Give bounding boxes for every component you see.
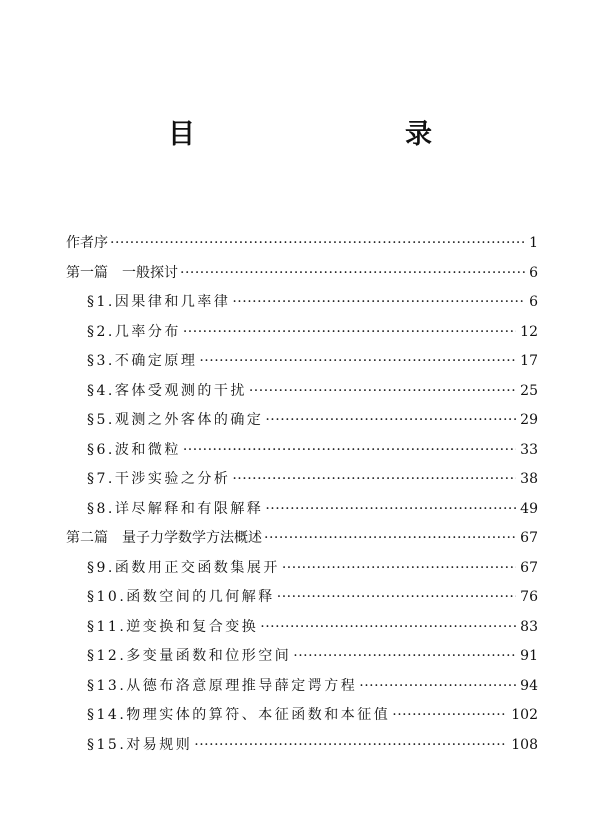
toc-entry-page: 17 <box>520 353 538 369</box>
toc-entry-label: 第二篇 量子力学数学方法概述 <box>66 530 262 546</box>
dot-leader <box>232 292 525 312</box>
toc-entry-label: §5.观测之外客体的确定 <box>87 412 264 428</box>
toc-entry-page: 6 <box>529 264 538 281</box>
dot-leader <box>265 499 516 519</box>
toc-entry-page: 49 <box>520 500 538 517</box>
toc-entry-label: §14.物理实体的算符、本征函数和本征值 <box>87 707 391 723</box>
toc-entry-part-2[interactable] <box>66 528 538 558</box>
dot-leader <box>264 528 516 548</box>
toc-entry-label: 第一篇 一般探讨 <box>66 264 178 281</box>
toc-entry-page: 33 <box>520 441 538 458</box>
toc-entry-preface[interactable] <box>66 233 538 263</box>
dot-leader <box>249 381 516 401</box>
dot-leader <box>392 705 507 725</box>
dot-leader <box>183 322 516 342</box>
toc-entry-label: §15.对易规则 <box>87 736 193 753</box>
toc-entry-section-4[interactable] <box>66 381 538 411</box>
toc-entry-label: §4.客体受观测的干扰 <box>87 382 247 399</box>
toc-entry-page: 38 <box>520 471 538 487</box>
dot-leader <box>232 469 516 489</box>
dot-leader <box>180 263 525 283</box>
toc-entry-page: 83 <box>520 618 538 635</box>
toc-entry-page: 6 <box>529 294 538 310</box>
toc-entry-label: §12.多变量函数和位形空间 <box>87 648 292 664</box>
dot-leader <box>199 351 516 371</box>
toc-entry-label: §13.从德布洛意原理推导薛定谔方程 <box>87 677 358 694</box>
toc-entry-page: 94 <box>520 677 538 694</box>
toc-entry-label: §6.波和微粒 <box>87 441 181 458</box>
toc-entry-section-5[interactable] <box>66 410 538 440</box>
toc-entry-page: 102 <box>511 707 538 723</box>
toc-entry-section-11[interactable] <box>66 617 538 647</box>
toc-entry-section-6[interactable] <box>66 440 538 470</box>
toc-entry-page: 12 <box>520 323 538 340</box>
toc-entry-section-1[interactable] <box>66 292 538 322</box>
toc-entry-label: §10.函数空间的几何解释 <box>87 589 275 605</box>
toc-entry-label: §8.详尽解释和有限解释 <box>87 500 264 517</box>
toc-entry-page: 1 <box>529 235 538 251</box>
toc-entry-page: 29 <box>520 412 538 428</box>
toc-entry-page: 91 <box>520 648 538 664</box>
toc-entry-label: §9.函数用正交函数集展开 <box>87 559 280 576</box>
toc-entry-page: 76 <box>520 589 538 605</box>
toc-entry-page: 108 <box>511 736 538 753</box>
toc-entry-section-3[interactable] <box>66 351 538 381</box>
dot-leader <box>183 440 516 460</box>
toc-entry-part-1[interactable] <box>66 263 538 293</box>
toc-entry-section-2[interactable] <box>66 322 538 352</box>
toc-entry-section-13[interactable] <box>66 676 538 706</box>
toc-entry-section-7[interactable] <box>66 469 538 499</box>
toc-entry-label: §3.不确定原理 <box>87 353 198 369</box>
dot-leader <box>277 587 516 607</box>
toc-entry-section-8[interactable] <box>66 499 538 529</box>
toc-entry-section-12[interactable] <box>66 646 538 676</box>
dot-leader <box>359 676 516 696</box>
page-title: 目 录 <box>168 119 484 150</box>
dot-leader <box>293 646 516 666</box>
dot-leader <box>282 558 516 578</box>
toc-entry-label: 作者序 <box>66 235 108 251</box>
toc-entry-section-9[interactable] <box>66 558 538 588</box>
dot-leader <box>110 233 525 253</box>
toc-entry-page: 67 <box>520 530 538 546</box>
table-of-contents <box>66 233 538 764</box>
toc-entry-label: §1.因果律和几率律 <box>87 294 231 310</box>
toc-entry-page: 25 <box>520 382 538 399</box>
toc-entry-label: §7.干涉实验之分析 <box>87 471 231 487</box>
dot-leader <box>260 617 516 637</box>
toc-entry-label: §2.几率分布 <box>87 323 181 340</box>
toc-entry-section-10[interactable] <box>66 587 538 617</box>
toc-entry-page: 67 <box>520 559 538 576</box>
toc-entry-section-15[interactable] <box>66 735 538 765</box>
dot-leader <box>194 735 507 755</box>
toc-entry-section-14[interactable] <box>66 705 538 735</box>
dot-leader <box>265 410 516 430</box>
toc-entry-label: §11.逆变换和复合变换 <box>87 618 259 635</box>
